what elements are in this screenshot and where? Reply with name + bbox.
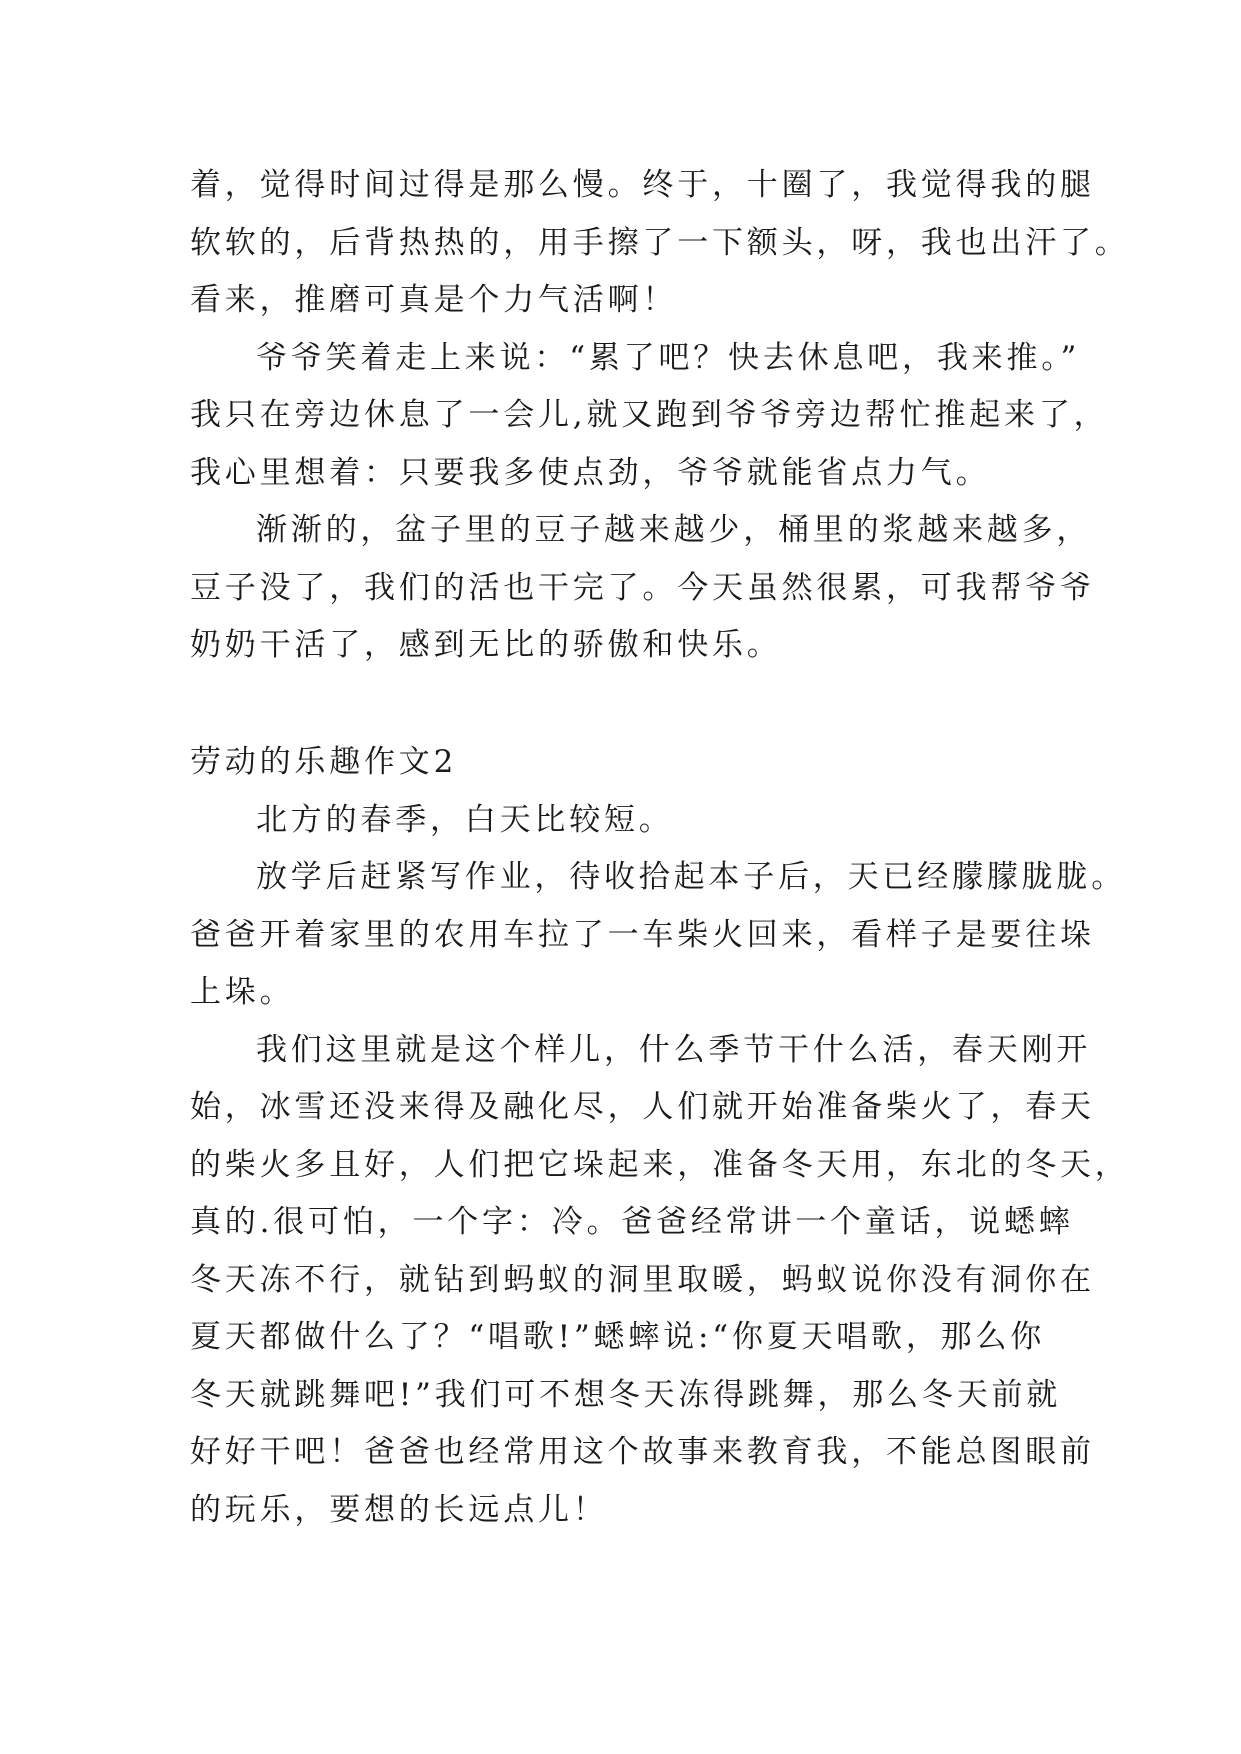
text-line: 着，觉得时间过得是那么慢。终于，十圈了，我觉得我的腿: [190, 167, 1095, 203]
essay-section-2: [190, 734, 1130, 1539]
paragraph: [190, 157, 1130, 330]
text-line: 始，冰雪还没来得及融化尽，人们就开始准备柴火了，春天: [190, 1089, 1095, 1125]
text-line: 看来，推磨可真是个力气活啊！: [190, 282, 678, 318]
text-line: 软软的，后背热热的，用手擦了一下额头，呀，我也出汗了。: [190, 224, 1130, 261]
paragraph: [190, 330, 1109, 503]
paragraph: [190, 792, 1060, 850]
text-line: 的柴火多且好，人们把它垛起来，准备冬天用，东北的冬天，: [190, 1146, 1130, 1183]
text-line: 渐渐的，盆子里的豆子越来越少，桶里的浆越来越多，: [256, 512, 1092, 548]
text-line: 夏天都做什么了？“唱歌!”蟋蟀说:“你夏天唱歌，那么你: [190, 1319, 1046, 1355]
text-line: 豆子没了，我们的活也干完了。今天虽然很累，可我帮爷爷: [190, 569, 1095, 606]
essay-section-1: [190, 157, 1130, 675]
text-line: 我心里想着：只要我多使点劲，爷爷就能省点力气。: [190, 454, 991, 491]
text-line: 北方的春季，白天比较短。: [256, 801, 674, 838]
text-line: 我们这里就是这个样儿，什么季节干什么活，春天刚开: [256, 1031, 1092, 1068]
text-line: 爷爷笑着走上来说：“累了吧？快去休息吧，我来推。”: [256, 339, 1081, 376]
text-line: 冬天冻不行，就钻到蚂蚁的洞里取暖，蚂蚁说你没有洞你在: [190, 1261, 1095, 1298]
text-line: 爸爸开着家里的农用车拉了一车柴火回来，看样子是要往垛: [190, 916, 1095, 953]
text-line: 我只在旁边休息了一会儿,就又跑到爷爷旁边帮忙推起来了，: [190, 397, 1109, 433]
text-line: 的玩乐，要想的长远点儿！: [190, 1491, 608, 1528]
paragraph: [190, 502, 1095, 675]
text-line: 好好干吧！爸爸也经常用这个故事来教育我，不能总图眼前: [190, 1434, 1095, 1470]
paragraph: [190, 1022, 1130, 1540]
text-line: 放学后赶紧写作业，待收拾起本子后，天已经朦朦胧胧。: [256, 859, 1126, 895]
essay-title: 劳动的乐趣作文2: [190, 744, 458, 780]
paragraph: [190, 849, 1126, 1022]
text-line: 上垛。: [190, 974, 295, 1010]
text-line: 真的.很可怕，一个字：冷。爸爸经常讲一个童话，说蟋蟀: [190, 1204, 1074, 1240]
text-line: 奶奶干活了，感到无比的骄傲和快乐。: [190, 627, 782, 663]
text-line: 冬天就跳舞吧!”我们可不想冬天冻得跳舞，那么冬天前就: [190, 1376, 1062, 1413]
